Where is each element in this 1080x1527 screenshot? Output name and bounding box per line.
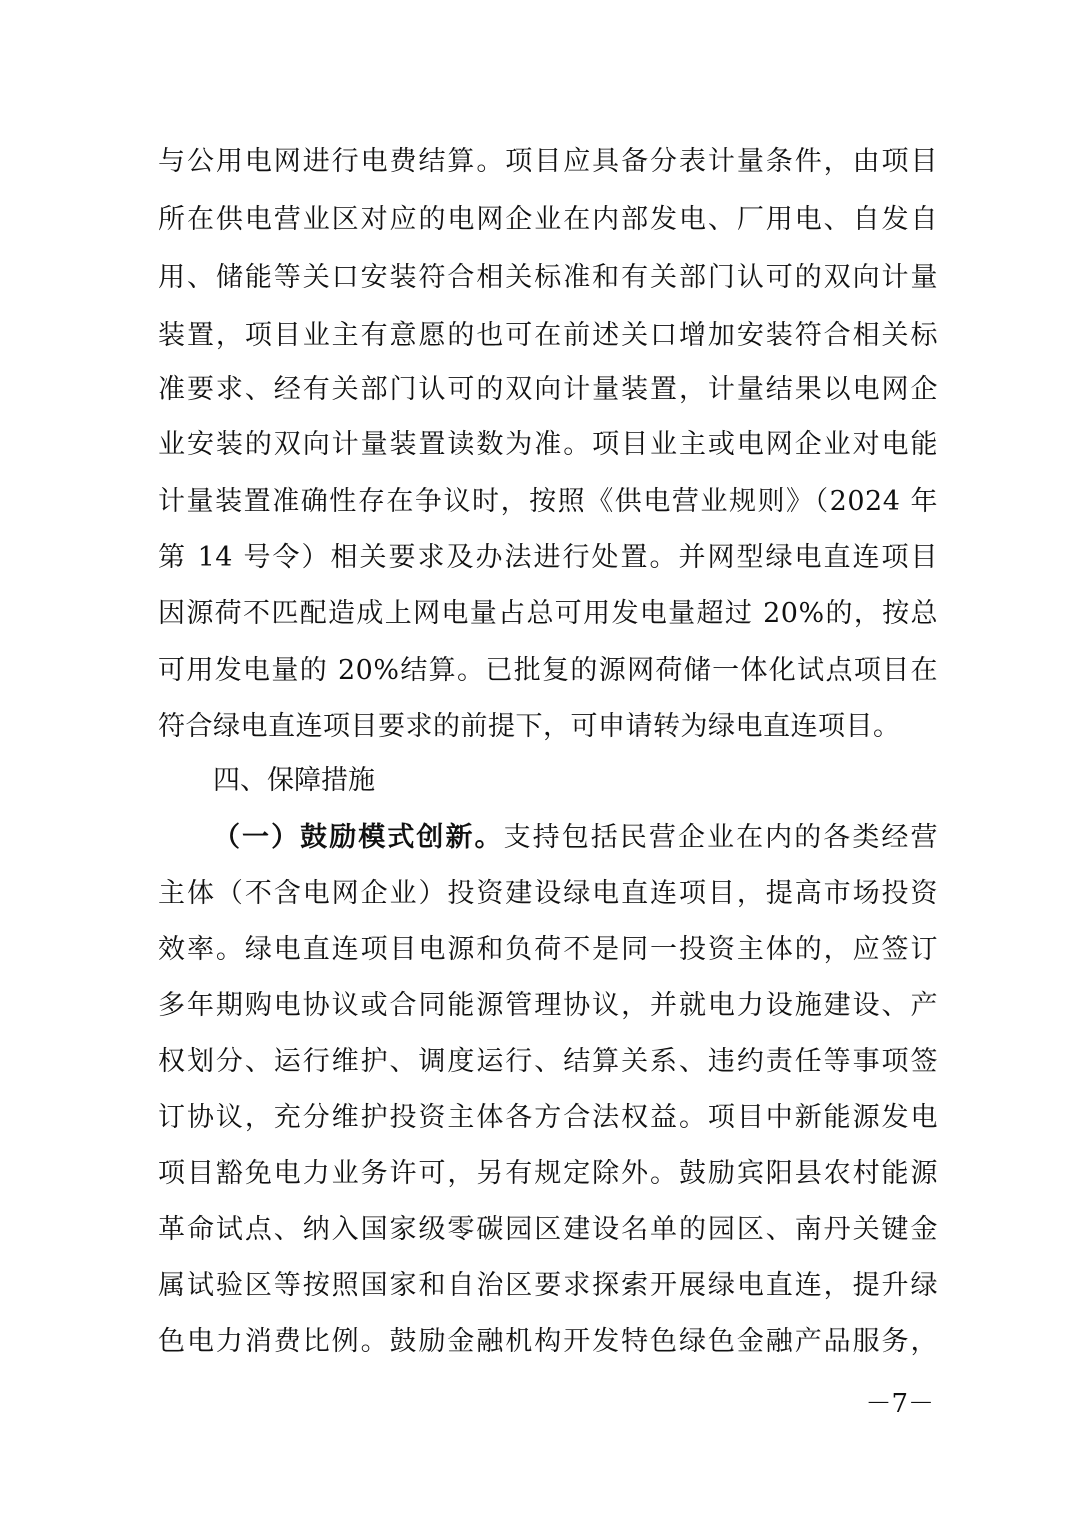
body-text-line: 可用发电量的 20%结算。已批复的源网荷储一体化试点项目在	[158, 655, 938, 686]
body-text-line: 准要求、经有关部门认可的双向计量装置，计量结果以电网企	[158, 374, 938, 405]
section-heading: 四、保障措施	[213, 765, 375, 796]
body-text-line: 属试验区等按照国家和自治区要求探索开展绿电直连，提升绿	[158, 1270, 938, 1301]
body-text-line: 效率。绿电直连项目电源和负荷不是同一投资主体的，应签订	[158, 934, 938, 965]
body-text-line: 用、储能等关口安装符合相关标准和有关部门认可的双向计量	[158, 262, 938, 293]
subsection-title: （一）鼓励模式创新。	[213, 822, 504, 853]
body-text-line: 第 14 号令）相关要求及办法进行处置。并网型绿电直连项目	[158, 542, 938, 573]
body-text-line: 因源荷不匹配造成上网电量占总可用发电量超过 20%的，按总	[158, 598, 938, 629]
body-text-line: 订协议，充分维护投资主体各方合法权益。项目中新能源发电	[158, 1102, 938, 1133]
body-text-line: 多年期购电协议或合同能源管理协议，并就电力设施建设、产	[158, 990, 938, 1021]
body-text-line: 与公用电网进行电费结算。项目应具备分表计量条件，由项目	[158, 146, 938, 177]
body-text-line: 项目豁免电力业务许可，另有规定除外。鼓励宾阳县农村能源	[158, 1158, 938, 1189]
body-text-line: 主体（不含电网企业）投资建设绿电直连项目，提高市场投资	[158, 878, 938, 909]
body-text-line: 革命试点、纳入国家级零碳园区建设名单的园区、南丹关键金	[158, 1214, 938, 1245]
body-text-line: 所在供电营业区对应的电网企业在内部发电、厂用电、自发自	[158, 204, 938, 235]
subsection-first-line	[213, 818, 938, 858]
subsection-first-line-text: 支持包括民营企业在内的各类经营	[503, 822, 938, 853]
body-text-line: 装置，项目业主有意愿的也可在前述关口增加安装符合相关标	[158, 320, 938, 351]
body-text-line: 符合绿电直连项目要求的前提下，可申请转为绿电直连项目。	[158, 711, 901, 742]
body-text-line: 业安装的双向计量装置读数为准。项目业主或电网企业对电能	[158, 429, 938, 460]
body-text-line: 色电力消费比例。鼓励金融机构开发特色绿色金融产品服务，	[158, 1326, 938, 1357]
body-text-line: 权划分、运行维护、调度运行、结算关系、违约责任等事项签	[158, 1046, 938, 1077]
body-text-line: 计量装置准确性存在争议时，按照《供电营业规则》（2024 年	[158, 486, 938, 517]
page-number: －7－	[865, 1389, 934, 1419]
